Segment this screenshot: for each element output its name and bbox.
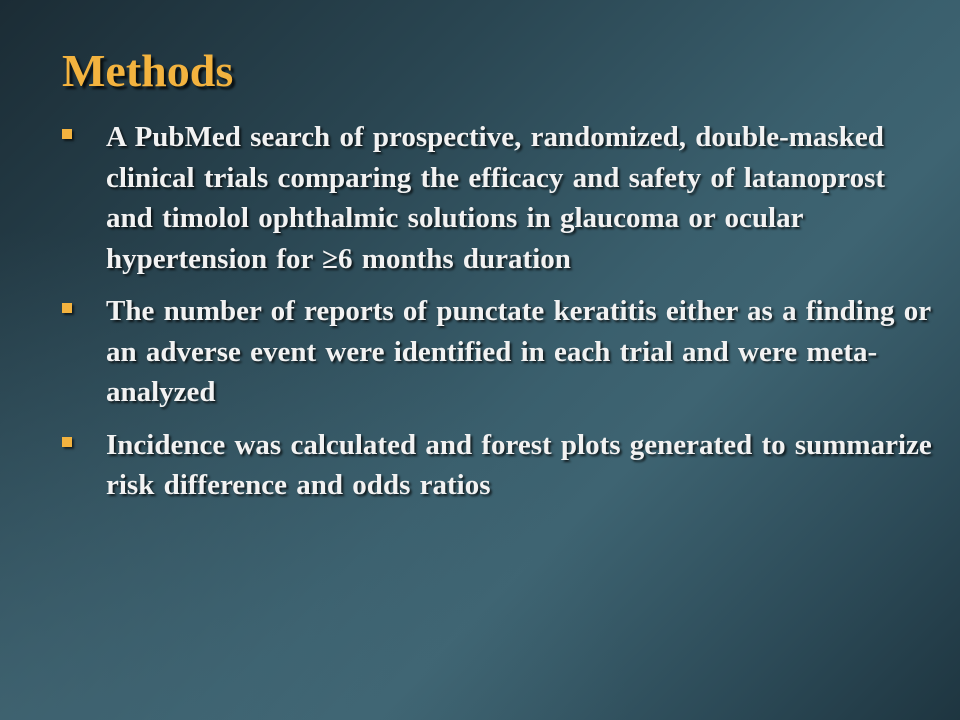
square-bullet-icon [62,303,72,313]
bullet-item [58,425,938,506]
square-bullet-icon [62,129,72,139]
bullet-text: The number of reports of punctate keratitis either as a finding or an adverse event were identified in each trial and were meta-analyzed [106,295,931,408]
bullet-text: A PubMed search of prospective, randomized, double-masked clinical trials comparing the efficacy and safety of latanoprost and timolol ophthalmic solutions in glaucoma or ocular hypertension for ≥6 months duration [106,121,886,275]
square-bullet-icon [62,437,72,447]
bullet-list [58,117,938,518]
bullet-item [58,291,938,413]
slide-title: Methods [62,45,234,96]
bullet-item [58,117,938,279]
bullet-text: Incidence was calculated and forest plots generated to summarize risk difference and odds ratios [106,428,932,501]
